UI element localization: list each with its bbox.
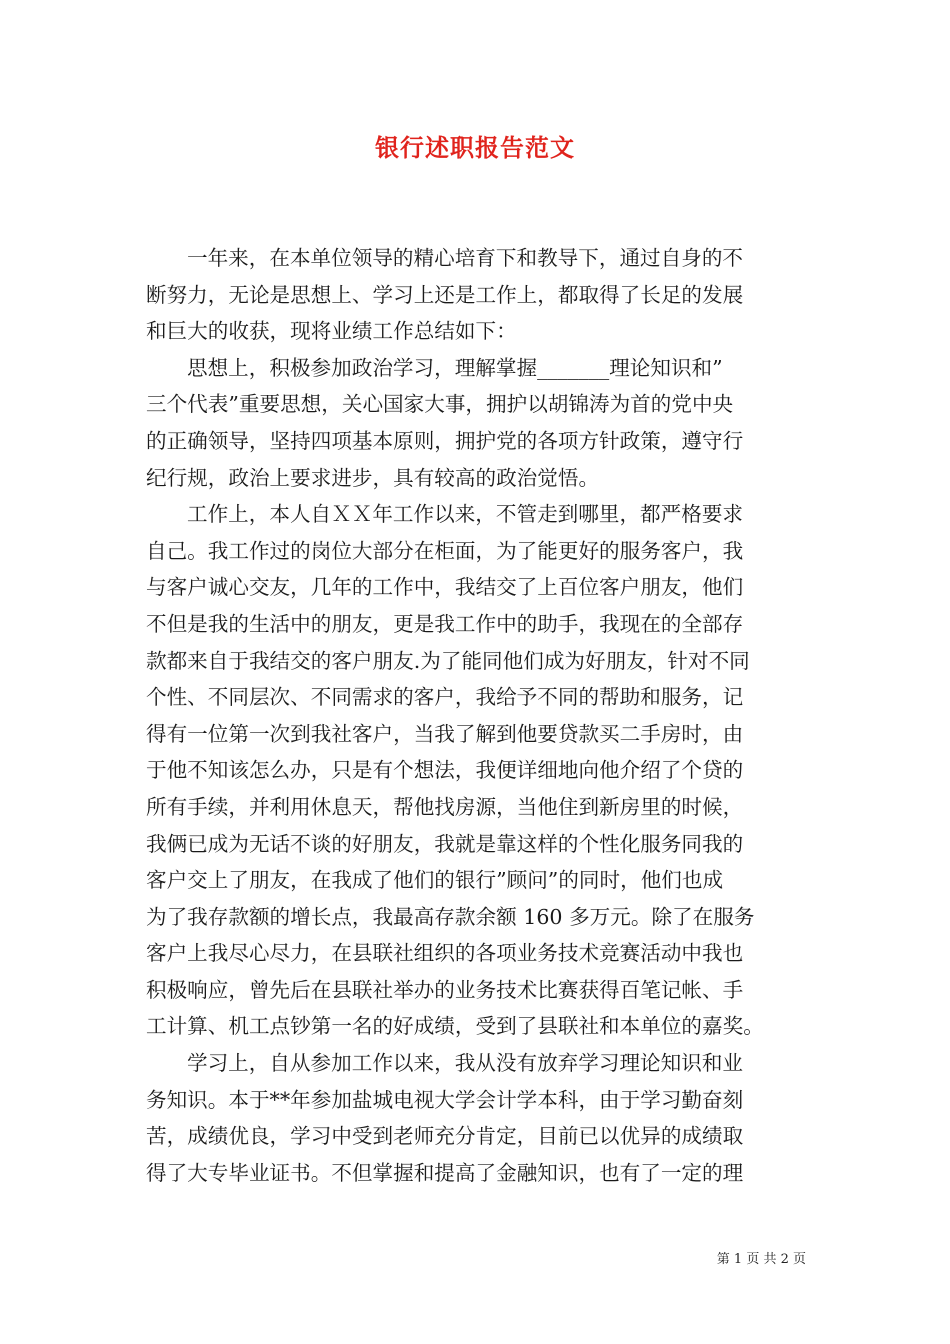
text-line: 苦，成绩优良，学习中受到老师充分肯定，目前已以优异的成绩取: [146, 1124, 744, 1149]
text-line: 一年来，在本单位领导的精心培育下和教导下，通过自身的不: [187, 246, 744, 270]
text-line: 得有一位第一次到我社客户，当我了解到他要贷款买二手房时，由: [146, 721, 744, 746]
text-line: 与客户诚心交友，几年的工作中，我结交了上百位客户朋友，他们: [146, 575, 744, 600]
text-line: 务知识。本于**年参加盐城电视大学会计学本科，由于学习勤奋刻: [146, 1087, 744, 1112]
paragraph-study: [146, 1045, 808, 1191]
text-line: 的正确领导，坚持四项基本原则，拥护党的各项方针政策，遵守行: [146, 428, 744, 453]
text-line: 纪行规，政治上要求进步，具有较高的政治觉悟。: [146, 465, 600, 490]
text-line: 客户上我尽心尽力，在县联社组织的各项业务技术竞赛活动中我也: [146, 941, 744, 966]
paragraph-work: [146, 496, 808, 1045]
text-line: 于他不知该怎么办，只是有个想法，我便详细地向他介绍了个贷的: [146, 758, 744, 783]
text-line: 款都来自于我结交的客户朋友.为了能同他们成为好朋友，针对不同: [146, 648, 750, 673]
text-line: 我俩已成为无话不谈的好朋友，我就是靠这样的个性化服务同我的: [146, 831, 744, 856]
text-line: 三个代表”重要思想，关心国家大事，拥护以胡锦涛为首的党中央: [146, 392, 734, 417]
text-line: 断努力，无论是思想上、学习上还是工作上，都取得了长足的发展: [146, 282, 744, 307]
paragraph-thought: [146, 350, 808, 496]
text-line: 客户交上了朋友，在我成了他们的银行”顾问”的同时，他们也成: [146, 868, 724, 893]
text-line: 所有手续，并利用休息天，帮他找房源，当他住到新房里的时候，: [146, 794, 744, 819]
page-number: 第 1 页 共 2 页: [716, 1252, 806, 1267]
text-line: 工计算、机工点钞第一名的好成绩，受到了县联社和本单位的嘉奖。: [146, 1014, 764, 1039]
text-line: 得了大专毕业证书。不但掌握和提高了金融知识，也有了一定的理: [146, 1160, 744, 1185]
document-body: [146, 240, 808, 1191]
text-line: 个性、不同层次、不同需求的客户，我给予不同的帮助和服务，记: [146, 685, 744, 710]
text-line: 自己。我工作过的岗位大部分在柜面，为了能更好的服务客户，我: [146, 538, 744, 563]
text-line: 工作上，本人自ＸＸ年工作以来，不管走到哪里，都严格要求: [187, 502, 744, 527]
text-line: 思想上，积极参加政治学习，理解掌握_______理论知识和”: [187, 355, 723, 380]
text-line: 不但是我的生活中的朋友，更是我工作中的助手，我现在的全部存: [146, 611, 744, 636]
document-title: 银行述职报告范文: [375, 133, 575, 162]
text-line: 和巨大的收获，现将业绩工作总结如下：: [146, 319, 517, 344]
paragraph-intro: [146, 240, 808, 350]
text-line: 为了我存款额的增长点，我最高存款余额 160 多万元。除了在服务: [146, 904, 755, 929]
text-line: 积极响应，曾先后在县联社举办的业务技术比赛获得百笔记帐、手: [146, 977, 744, 1002]
text-line: 学习上，自从参加工作以来，我从没有放弃学习理论知识和业: [187, 1051, 744, 1076]
